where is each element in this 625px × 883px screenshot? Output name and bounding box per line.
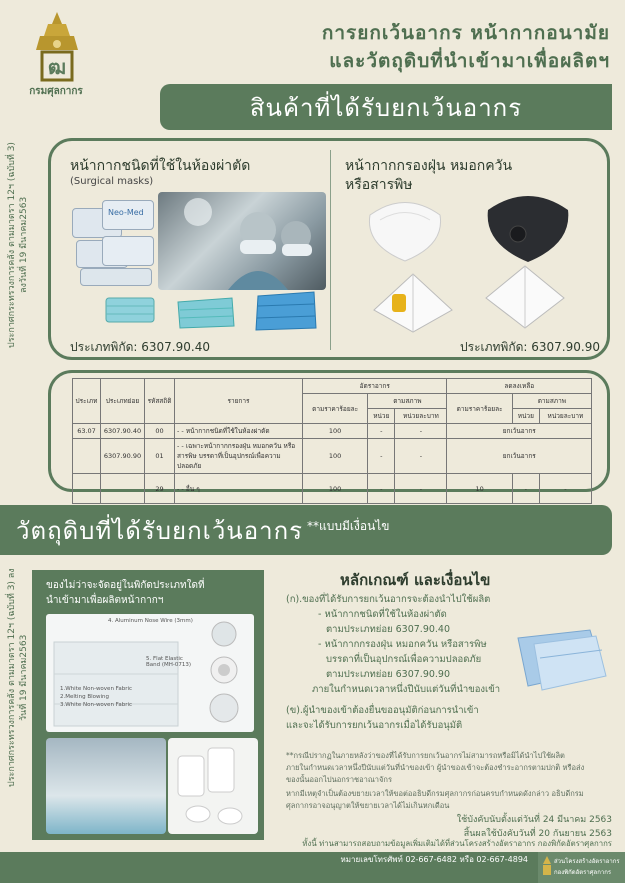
logo-caption: กรมศุลกากร <box>29 86 83 97</box>
dust-mask-code: ประเภทพิกัด: 6307.90.90 <box>460 340 600 354</box>
criteria-b-line2: และจะได้รับการยกเว้นอากรเมื่อได้รับอนุมัติ <box>286 720 463 731</box>
material-label-1: 4. Aluminum Nose Wire (3mm) <box>108 618 193 624</box>
surgical-mask-image-2 <box>172 292 238 336</box>
surgical-mask-subtitle: (Surgical masks) <box>70 176 154 187</box>
section2-banner <box>0 505 612 555</box>
col-baht: หน่วยละบาท <box>395 409 447 424</box>
material-label-5: 3.White Non-woven Fabric <box>60 702 133 708</box>
col-reduced-rate: ลดลงเหลือ <box>447 379 592 394</box>
kn95-mask-image <box>480 262 570 336</box>
table-row: 6307.90.90 01 - - เฉพาะหน้ากากกรองฝุ่น หมอกควัน หรือสารพิษ บรรดาที่เป็นอุปกรณ์เพื่อความปลอดภัย 100 - - ยกเว้นอากร <box>73 439 592 474</box>
section1-side-note: ประกาศกระทรวงการคลัง ตามมาตรา 12ฯ (ฉบับที่ 3) ลงวันที่ 19 มีนาคม2563 <box>7 142 29 348</box>
org-line1: ส่วนโครงสร้างอัตราอากร <box>554 858 620 865</box>
white-face-mask-image <box>360 195 450 269</box>
criteria-a1-line2: ตามประเภทย่อย 6307.90.40 <box>326 624 451 635</box>
tariff-table <box>72 378 592 504</box>
material-label-4: 2.Melting Blowing <box>60 694 109 700</box>
org-box <box>538 852 625 883</box>
col-ad-valorem: ตามราคาร้อยละ <box>303 394 368 424</box>
col-duty-rate: อัตราอากร <box>303 379 447 394</box>
col-stat-code: รหัสสถิติ <box>145 379 175 424</box>
criteria-a3: ภายในกำหนดเวลาหนึ่งปีนับแต่วันที่นำของเข้า <box>312 684 501 695</box>
materials-note-line2: นำเข้ามาเพื่อผลิตหน้ากากฯ <box>46 595 164 606</box>
criteria-a2-line1: - หน้ากากกรองฝุ่น หมอกควัน หรือสารพิษ <box>318 639 487 650</box>
section2-side-note: ประกาศกระทรวงการคลัง ตามมาตรา 12ฯ (ฉบับที่ 3) ลงวันที่ 19 มีนาคม2563 <box>7 568 29 788</box>
table-row: 29 - - อื่น ๆ 100 - - 10 - - <box>73 474 592 504</box>
col-reduced-unit: หน่วย <box>512 409 539 424</box>
materials-note-line1: ของไม่ว่าจะจัดอยู่ในพิกัดประเภทใดที่ <box>46 580 205 591</box>
mini-logo-icon <box>542 856 552 876</box>
criteria-a: (ก).ของที่ได้รับการยกเว้นอากรจะต้องนำไปใช้ผลิต <box>286 594 491 605</box>
criteria-title: หลักเกณฑ์ และเงื่อนไข <box>340 571 491 589</box>
materials-photo <box>46 614 254 732</box>
col-subheading: ประเภทย่อย <box>101 379 145 424</box>
col-description: รายการ <box>175 379 303 424</box>
surgical-mask-image-1 <box>100 292 160 330</box>
kn95-mask-valve-image <box>368 270 458 340</box>
col-reduced-baht: หน่วยละบาท <box>539 409 591 424</box>
surgical-mask-title: หน้ากากชนิดที่ใช้ในห้องผ่าตัด <box>70 158 251 174</box>
tariff-table-wrap <box>72 378 592 504</box>
org-line2: กองพิกัดอัตราศุลกากร <box>554 869 612 876</box>
note-1: **กรณีปรากฏในภายหลังว่าของที่ได้รับการยกเว้นอากรไม่สามารถหรือมิได้นำไปใช้ผลิตภายในกำหนดเวลาหนึ่งปีนับแต่วันที่นำของเข้า ผู้นำของเข้าจะต้องชำระอากรตามปกติ หรือส่งของนั้นออกไปนอกราชอาณาจักร <box>286 751 585 784</box>
dust-mask-title-line2: หรือสารพิษ <box>345 177 413 193</box>
criteria-a2-line2: บรรดาที่เป็นอุปกรณ์เพื่อความปลอดภัย <box>326 654 482 665</box>
section2-banner-suffix: **แบบมีเงื่อนไข <box>307 518 390 533</box>
criteria-a1-line1: - หน้ากากชนิดที่ใช้ในห้องผ่าตัด <box>318 609 447 620</box>
rolls-photo <box>168 738 258 834</box>
black-face-mask-image <box>478 186 578 270</box>
mask-boxes-image: Neo-Med <box>72 200 156 288</box>
section1-banner: สินค้าที่ได้รับยกเว้นอากร <box>160 84 612 130</box>
surgeons-photo <box>158 192 326 290</box>
col-reduced-ad-valorem: ตามราคาร้อยละ <box>447 394 512 424</box>
note-2: หากมีเหตุจำเป็นต้องขยายเวลาให้ขอต่ออธิบดีกรมศุลกากรก่อนครบกำหนดดังกล่าว อธิบดีกรมศุลกากรอาจอนุญาตให้ขยายเวลาได้ไม่เกินหกเดือน <box>286 789 584 810</box>
expiry-date: สิ้นผลใช้บังคับวันที่ 20 กันยายน 2563 <box>463 829 612 839</box>
surgical-mask-code: ประเภทพิกัด: 6307.90.40 <box>70 340 210 354</box>
page-title-line1: การยกเว้นอากร หน้ากากอนามัย <box>321 22 610 44</box>
col-reduced-specific: ตามสภาพ <box>512 394 591 409</box>
contact-line2: หมายเลขโทรศัพท์ 02-667-6482 หรือ 02-667-4894 <box>340 855 528 864</box>
contact-line1: ทั้งนี้ ท่านสามารถสอบถามข้อมูลเพิ่มเติมได้ที่ส่วนโครงสร้างอัตราอากร กองพิกัดอัตราศุลกากร <box>302 839 612 848</box>
effective-date: ใช้บังคับนับตั้งแต่วันที่ 24 มีนาคม 2563 <box>456 815 612 825</box>
page-title-line2: และวัตถุดิบที่นำเข้ามาเพื่อผลิตฯ <box>329 50 610 72</box>
panel-divider <box>330 150 331 350</box>
criteria-b-line1: (ข).ผู้นำของเข้าต้องยื่นขออนุมัติก่อนการนำเข้า <box>286 705 479 716</box>
dust-mask-title-line1: หน้ากากกรองฝุ่น หมอกควัน <box>345 158 513 174</box>
criteria-a2-line3: ตามประเภทย่อย 6307.90.90 <box>326 669 451 680</box>
production-line-photo <box>46 738 166 834</box>
section2-banner-title: วัตถุดิบที่ได้รับยกเว้นอากร <box>16 516 304 545</box>
material-label-3: 1.White Non-woven Fabric <box>60 686 133 692</box>
col-heading: ประเภท <box>73 379 101 424</box>
materials-note <box>46 578 256 608</box>
customs-logo <box>24 10 90 84</box>
svg-text:ฒ: ฒ <box>47 55 67 79</box>
col-unit: หน่วย <box>368 409 395 424</box>
surgical-mask-image-3 <box>250 288 320 338</box>
blue-mask-illustration <box>510 624 610 698</box>
col-specific: ตามสภาพ <box>368 394 447 409</box>
material-label-2: 5. Flat Elastic Band (MH-0713) <box>146 656 192 668</box>
table-row: 63.07 6307.90.40 00 - - หน้ากากชนิดที่ใช้ในห้องผ่าตัด 100 - - ยกเว้นอากร <box>73 424 592 439</box>
